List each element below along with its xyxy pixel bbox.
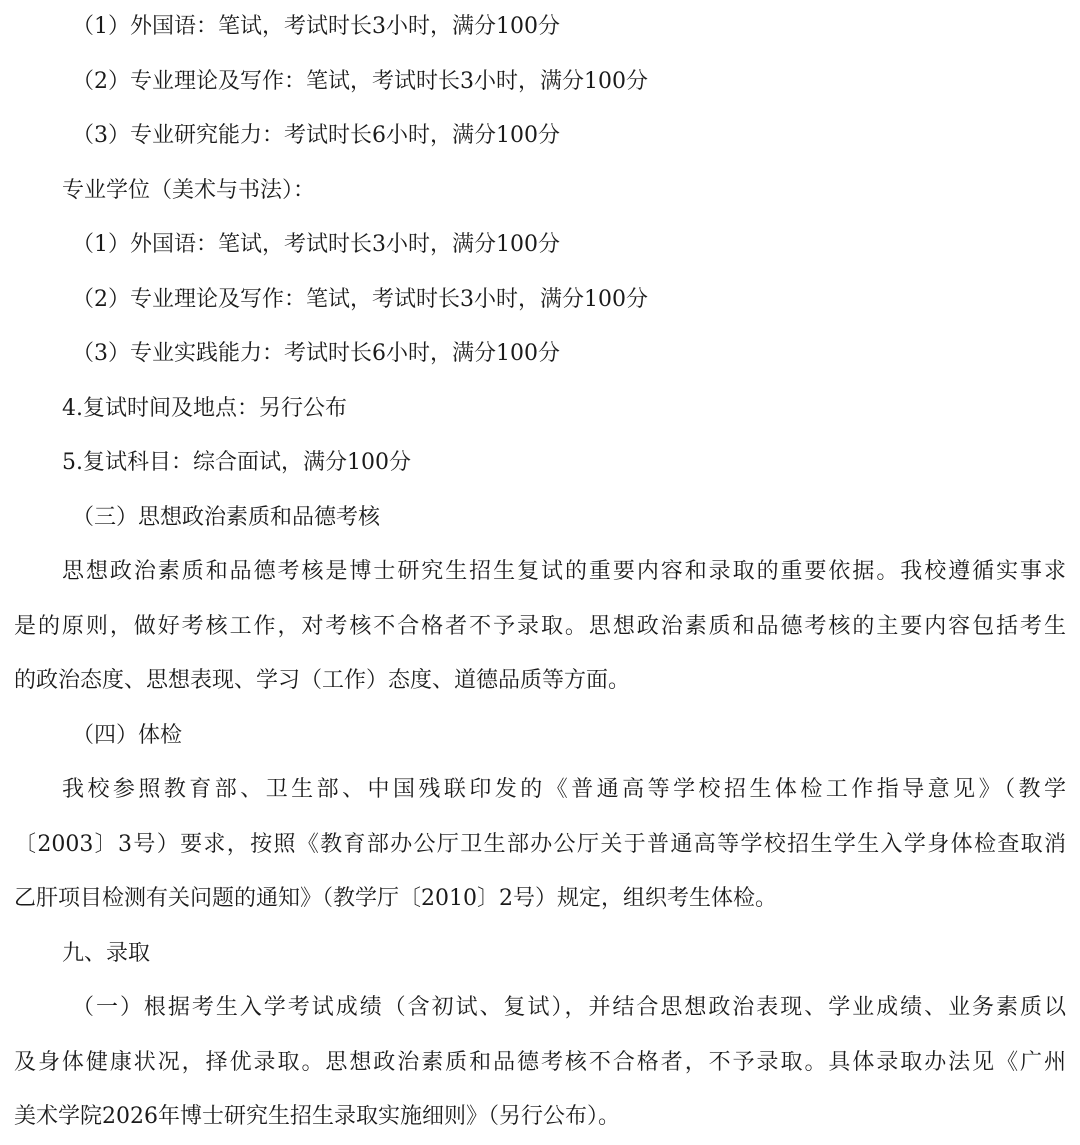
retest-subject: 5.复试科目：综合面试，满分100分 (62, 450, 411, 475)
section-heading-political-assessment: （三）思想政治素质和品德考核 (72, 504, 381, 530)
exam-item-theory-writing: （2）专业理论及写作：笔试，考试时长3小时，满分100分 (72, 68, 648, 94)
section-heading-physical-exam: （四）体检 (72, 722, 183, 748)
paragraph-admission-line-3: 美术学院2026年博士研究生招生录取实施细则》（另行公布）。 (14, 1104, 620, 1129)
exam-item-foreign-language: （1）外国语：笔试，考试时长3小时，满分100分 (72, 14, 560, 39)
exam-item-theory-writing-professional: （2）专业理论及写作：笔试，考试时长3小时，满分100分 (72, 286, 648, 312)
retest-time-location: 4.复试时间及地点：另行公布 (62, 395, 347, 421)
document-body (14, 0, 1066, 1145)
paragraph-political-line-2: 是的原则，做好考核工作，对考核不合格者不予录取。思想政治素质和品德考核的主要内容包括考生 (14, 613, 1066, 639)
paragraph-political-line-3: 的政治态度、思想表现、学习（工作）态度、道德品质等方面。 (14, 668, 631, 693)
paragraph-physical-line-2: 〔2003〕3号）要求，按照《教育部办公厅卫生部办公厅关于普通高等学校招生学生入学身体检查取消 (14, 831, 1066, 857)
exam-item-practice-ability: （3）专业实践能力：考试时长6小时，满分100分 (72, 341, 560, 366)
paragraph-physical-line-1: 我校参照教育部、卫生部、中国残联印发的《普通高等学校招生体检工作指导意见》（教学 (62, 777, 1066, 802)
exam-item-research-ability: （3）专业研究能力：考试时长6小时，满分100分 (72, 123, 560, 148)
paragraph-political-line-1: 思想政治素质和品德考核是博士研究生招生复试的重要内容和录取的重要依据。我校遵循实事求 (62, 559, 1066, 584)
paragraph-physical-line-3: 乙肝项目检测有关问题的通知》（教学厅〔2010〕2号）规定，组织考生体检。 (14, 886, 777, 911)
paragraph-admission-line-2: 及身体健康状况，择优录取。思想政治素质和品德考核不合格者，不予录取。具体录取办法见《广州 (14, 1049, 1066, 1075)
paragraph-admission-line-1: （一）根据考生入学考试成绩（含初试、复试），并结合思想政治表现、学业成绩、业务素质以 (72, 995, 1066, 1020)
exam-item-foreign-language-professional: （1）外国语：笔试，考试时长3小时，满分100分 (72, 232, 560, 257)
section-professional-degree: 专业学位（美术与书法）： (62, 177, 316, 203)
section-heading-admission: 九、录取 (62, 940, 151, 966)
